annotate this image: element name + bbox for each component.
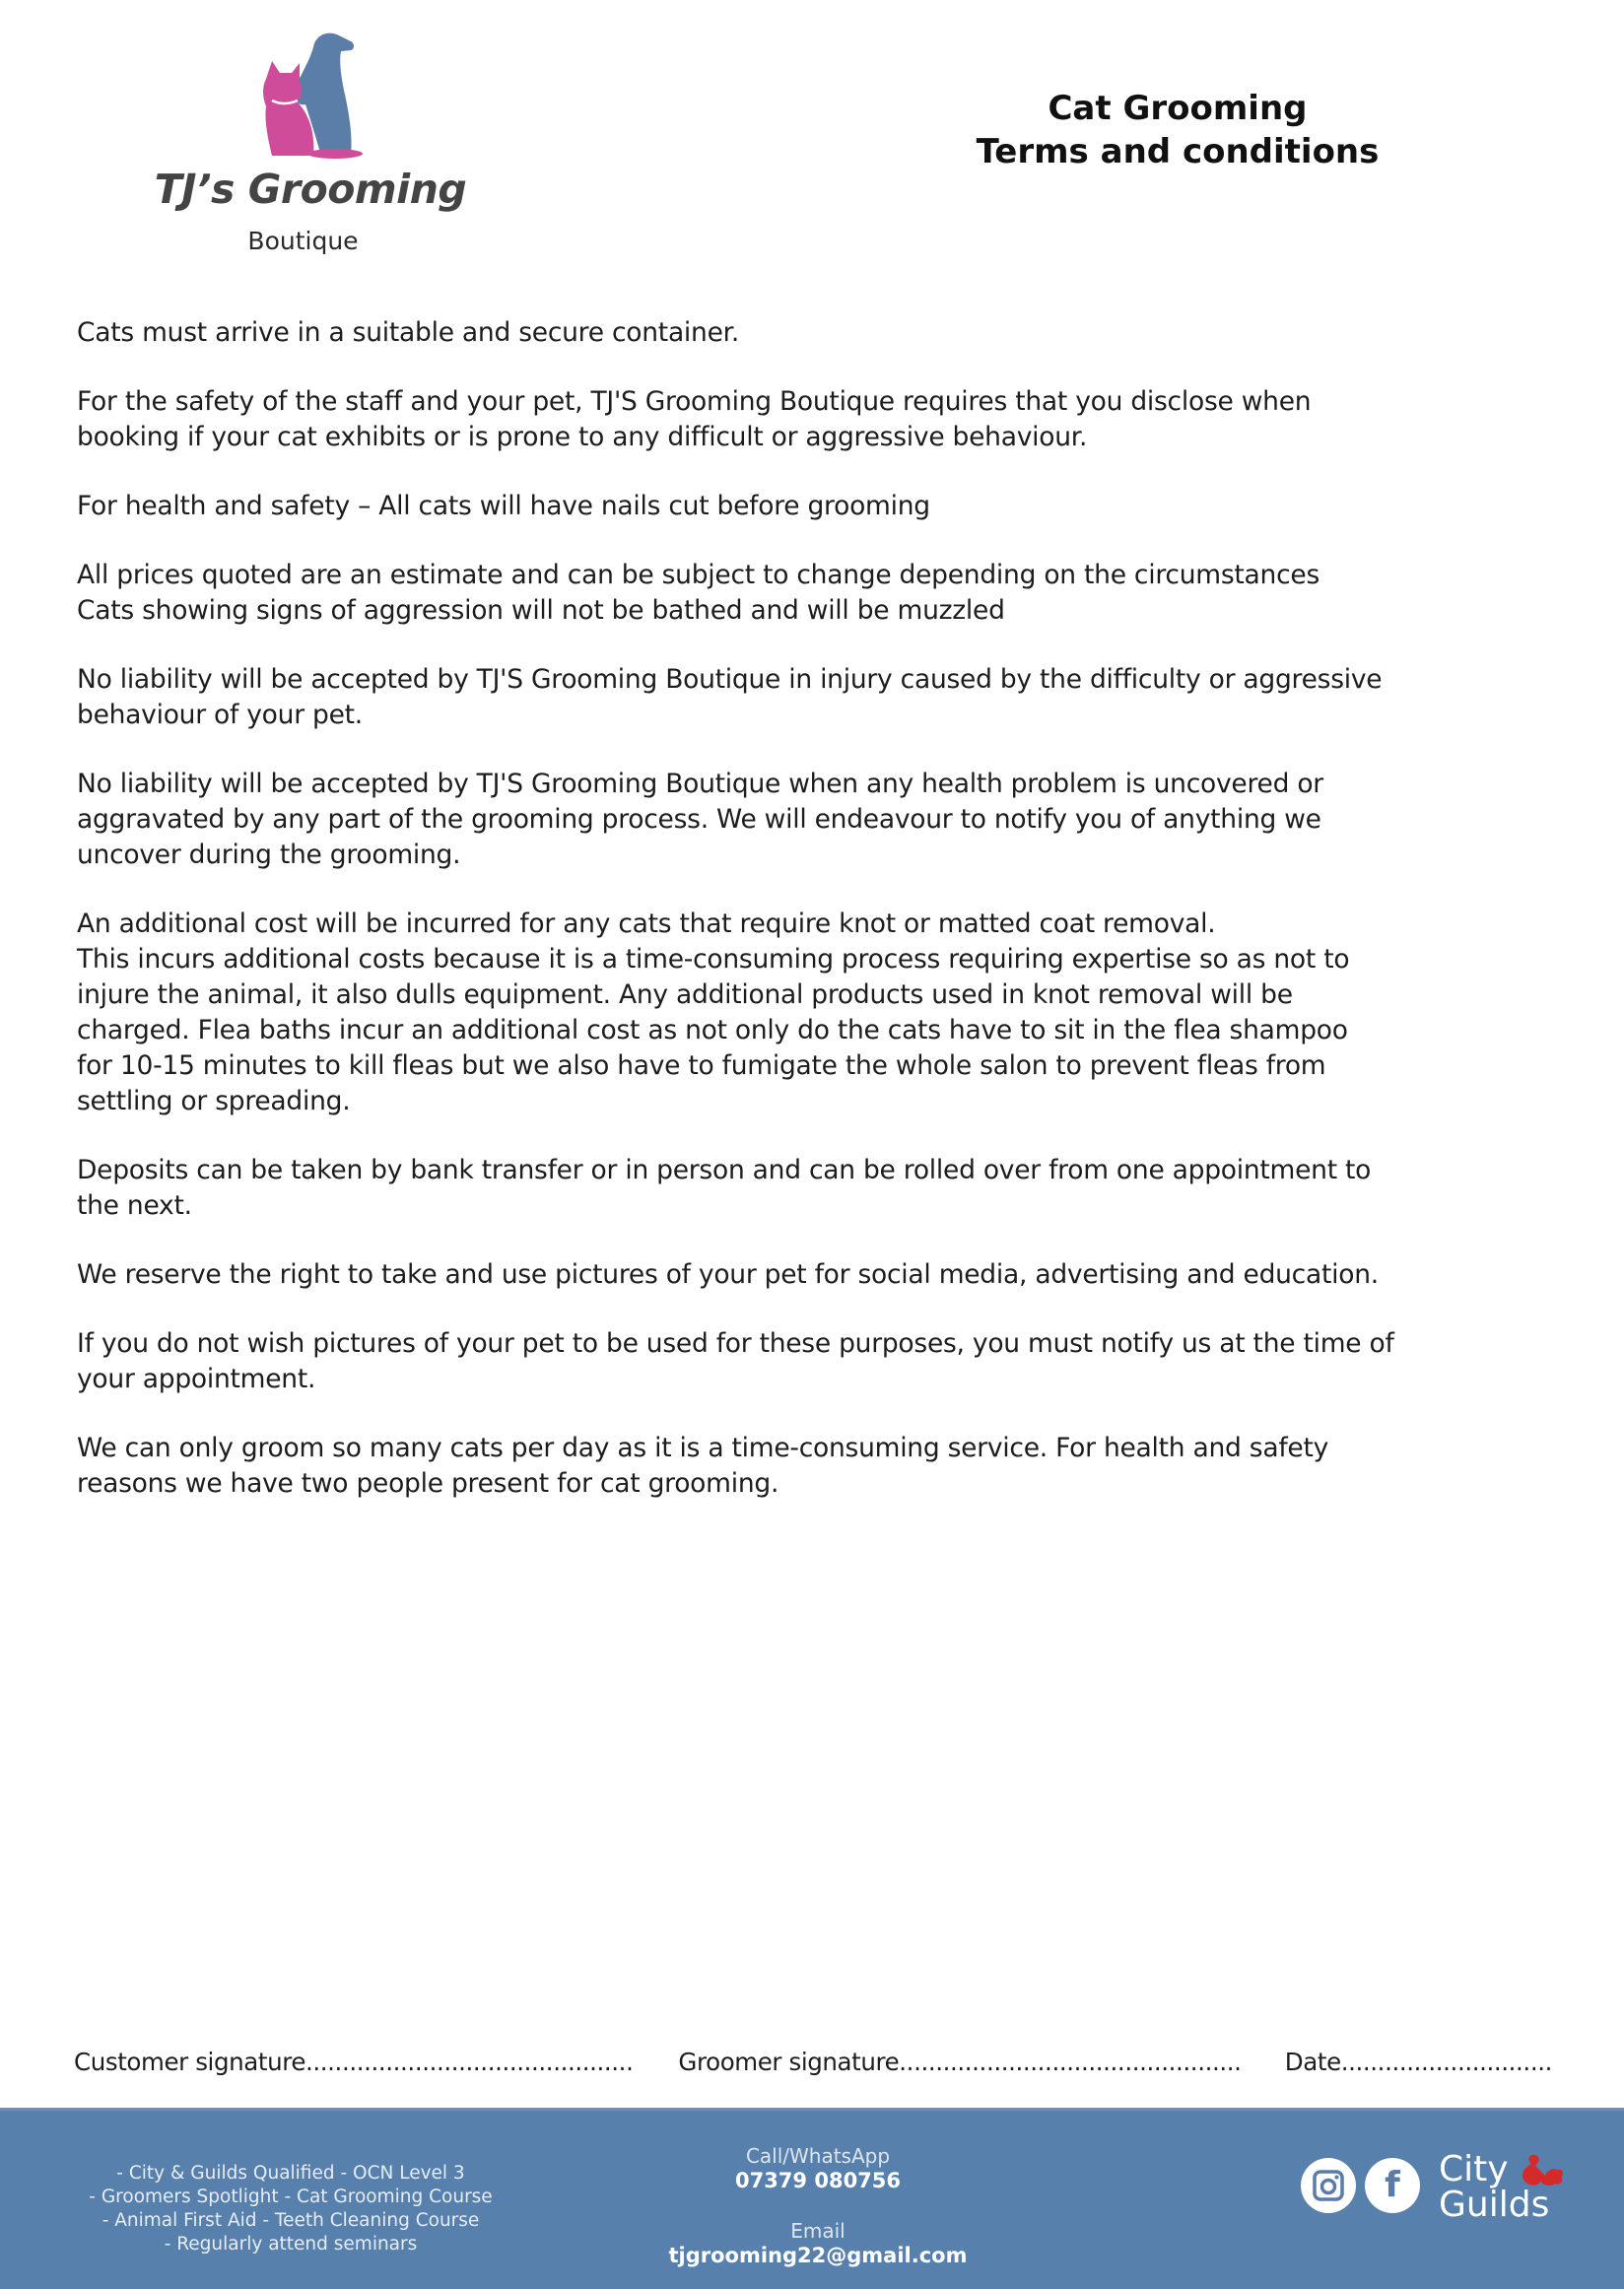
date-field[interactable]: Date.............................	[1284, 2048, 1552, 2076]
company-logo	[148, 18, 473, 255]
qualification-item: - Groomers Spotlight - Cat Grooming Course	[89, 2187, 493, 2207]
phone-label: Call/WhatsApp	[745, 2144, 891, 2168]
logo-subtitle: Boutique	[247, 227, 359, 255]
signature-line	[74, 2048, 1552, 2076]
city-guilds-line-1: City	[1439, 2149, 1509, 2189]
document-title-line-1: Cat Grooming	[1048, 89, 1308, 128]
social-links	[1301, 2158, 1420, 2213]
term-paragraph: If you do not wish pictures of your pet to be used for these purposes, you must notify us at the time of your appointment.	[77, 1328, 1394, 1394]
document-title	[946, 87, 1409, 173]
document-title-line-2: Terms and conditions	[976, 132, 1380, 171]
term-paragraph: We reserve the right to take and use pictures of your pet for social media, advertising and education.	[77, 1259, 1379, 1290]
qualification-item: - Regularly attend seminars	[164, 2234, 418, 2255]
instagram-glyph	[1312, 2169, 1345, 2202]
facebook-glyph: f	[1385, 2165, 1400, 2205]
city-guilds-lion-emblem-icon	[1518, 2150, 1567, 2189]
groomer-signature-field[interactable]: Groomer signature...............................................	[678, 2048, 1242, 2076]
contact-info	[631, 2144, 1005, 2268]
term-paragraph: Cats must arrive in a suitable and secure container.	[77, 317, 740, 348]
footer-band	[0, 2108, 1624, 2289]
term-paragraph: An additional cost will be incurred for any cats that require knot or matted coat removal. This incurs additional costs because it is a time-consuming process requiring expertise so as not to injure the animal, it also dulls equipment. Any additional products used in knot removal will be charged. Flea baths incur an additional cost as not only do the cats have to sit in the flea shampoo for 10-15 minutes to kill fleas but we also have to fumigate the whole salon to prevent fleas from settling or spreading.	[77, 909, 1350, 1116]
dog-paws	[307, 149, 363, 159]
email-address[interactable]: tjgrooming22@gmail.com	[668, 2244, 968, 2267]
term-paragraph: For the safety of the staff and your pet, TJ'S Grooming Boutique requires that you disclose when booking if your cat exhibits or is prone to any difficult or aggressive behaviour.	[77, 386, 1312, 452]
qualification-item: - City & Guilds Qualified - OCN Level 3	[116, 2163, 465, 2184]
qualification-item: - Animal First Aid - Teeth Cleaning Course	[102, 2210, 480, 2231]
term-paragraph: Deposits can be taken by bank transfer or in person and can be rolled over from one appointment to the next.	[77, 1155, 1372, 1221]
city-guilds-line-2: Guilds	[1439, 2185, 1550, 2225]
term-paragraph: No liability will be accepted by TJ'S Grooming Boutique when any health problem is uncovered or aggravated by any part of the grooming process. We will endeavour to notify you of anything we uncover during the grooming.	[77, 769, 1323, 870]
instagram-icon[interactable]	[1301, 2158, 1356, 2213]
cat-and-dog-icon	[237, 18, 384, 166]
customer-signature-field[interactable]: Customer signature.............................................	[74, 2048, 634, 2076]
facebook-icon[interactable]	[1365, 2158, 1420, 2213]
term-paragraph: We can only groom so many cats per day as it is a time-consuming service. For health and safety reasons we have two people present for cat grooming.	[77, 1433, 1329, 1499]
email-label: Email	[790, 2219, 846, 2243]
term-paragraph: No liability will be accepted by TJ'S Grooming Boutique in injury caused by the difficulty or aggressive behaviour of your pet.	[77, 664, 1383, 730]
term-paragraph: For health and safety – All cats will have nails cut before grooming	[77, 491, 930, 521]
qualifications-list	[59, 2162, 522, 2256]
term-paragraph: All prices quoted are an estimate and can be subject to change depending on the circumstances Cats showing signs of aggression will not be bathed and will be muzzled	[77, 560, 1320, 626]
city-and-guilds-logo	[1439, 2150, 1596, 2239]
logo-title: TJ’s Grooming	[154, 166, 467, 213]
terms-list	[77, 315, 1594, 1535]
phone-number[interactable]: 07379 080756	[734, 2169, 902, 2192]
